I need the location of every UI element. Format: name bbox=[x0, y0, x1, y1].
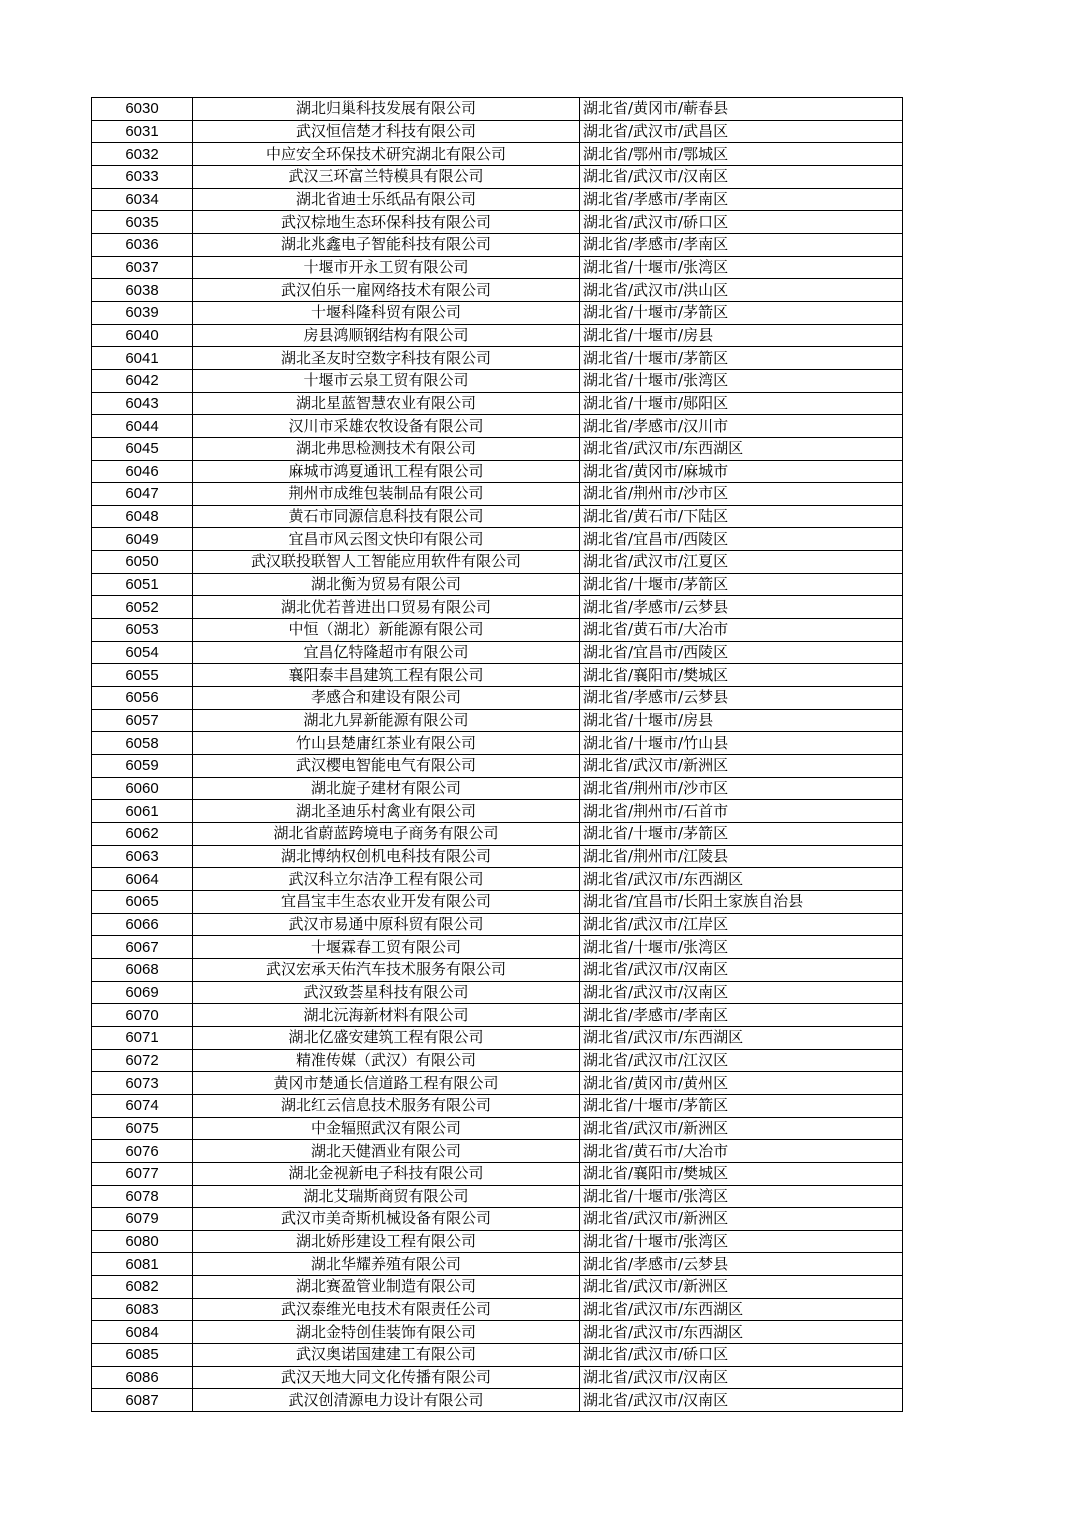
region-cell: 湖北省/孝感市/孝南区 bbox=[580, 1004, 903, 1027]
row-number-cell: 6069 bbox=[92, 981, 193, 1004]
company-name-cell: 武汉市易通中原科贸有限公司 bbox=[193, 913, 580, 936]
table-row bbox=[92, 437, 903, 460]
table-row bbox=[92, 324, 903, 347]
row-number-cell: 6030 bbox=[92, 98, 193, 121]
company-name-cell: 湖北星蓝智慧农业有限公司 bbox=[193, 392, 580, 415]
company-name-cell: 十堰霖春工贸有限公司 bbox=[193, 936, 580, 959]
table-row bbox=[92, 755, 903, 778]
table-row bbox=[92, 1321, 903, 1344]
table-row bbox=[92, 369, 903, 392]
company-name-cell: 十堰科隆科贸有限公司 bbox=[193, 301, 580, 324]
table-row bbox=[92, 1344, 903, 1367]
region-cell: 湖北省/黄冈市/黄州区 bbox=[580, 1072, 903, 1095]
region-cell: 湖北省/武汉市/硚口区 bbox=[580, 1344, 903, 1367]
region-cell: 湖北省/十堰市/张湾区 bbox=[580, 256, 903, 279]
row-number-cell: 6034 bbox=[92, 188, 193, 211]
company-name-cell: 湖北九昇新能源有限公司 bbox=[193, 709, 580, 732]
region-cell: 湖北省/武汉市/东西湖区 bbox=[580, 1026, 903, 1049]
company-name-cell: 孝感合和建设有限公司 bbox=[193, 687, 580, 710]
row-number-cell: 6078 bbox=[92, 1185, 193, 1208]
table-row bbox=[92, 505, 903, 528]
row-number-cell: 6063 bbox=[92, 845, 193, 868]
region-cell: 湖北省/十堰市/房县 bbox=[580, 709, 903, 732]
table-row bbox=[92, 347, 903, 370]
row-number-cell: 6057 bbox=[92, 709, 193, 732]
region-cell: 湖北省/孝感市/云梦县 bbox=[580, 1253, 903, 1276]
region-cell: 湖北省/黄石市/大冶市 bbox=[580, 619, 903, 642]
company-name-cell: 武汉天地大同文化传播有限公司 bbox=[193, 1366, 580, 1389]
table-row bbox=[92, 1162, 903, 1185]
region-cell: 湖北省/武汉市/汉南区 bbox=[580, 1366, 903, 1389]
row-number-cell: 6042 bbox=[92, 369, 193, 392]
region-cell: 湖北省/武汉市/江夏区 bbox=[580, 551, 903, 574]
row-number-cell: 6048 bbox=[92, 505, 193, 528]
table-row bbox=[92, 913, 903, 936]
row-number-cell: 6035 bbox=[92, 211, 193, 234]
company-name-cell: 湖北天健酒业有限公司 bbox=[193, 1140, 580, 1163]
company-name-cell: 湖北归巢科技发展有限公司 bbox=[193, 98, 580, 121]
company-name-cell: 黄石市同源信息科技有限公司 bbox=[193, 505, 580, 528]
region-cell: 湖北省/武汉市/江岸区 bbox=[580, 913, 903, 936]
region-cell: 湖北省/荆州市/石首市 bbox=[580, 800, 903, 823]
region-cell: 湖北省/荆州市/沙市区 bbox=[580, 777, 903, 800]
row-number-cell: 6045 bbox=[92, 437, 193, 460]
company-name-cell: 房县鸿顺钢结构有限公司 bbox=[193, 324, 580, 347]
row-number-cell: 6071 bbox=[92, 1026, 193, 1049]
table-row bbox=[92, 1230, 903, 1253]
table-row bbox=[92, 1276, 903, 1299]
table-row bbox=[92, 1004, 903, 1027]
company-name-cell: 十堰市开永工贸有限公司 bbox=[193, 256, 580, 279]
company-name-cell: 湖北衡为贸易有限公司 bbox=[193, 573, 580, 596]
row-number-cell: 6051 bbox=[92, 573, 193, 596]
table-row bbox=[92, 890, 903, 913]
region-cell: 湖北省/武汉市/硚口区 bbox=[580, 211, 903, 234]
region-cell: 湖北省/十堰市/张湾区 bbox=[580, 1185, 903, 1208]
table-row bbox=[92, 845, 903, 868]
region-cell: 湖北省/荆州市/江陵县 bbox=[580, 845, 903, 868]
region-cell: 湖北省/武汉市/东西湖区 bbox=[580, 1321, 903, 1344]
company-name-cell: 中金辐照武汉有限公司 bbox=[193, 1117, 580, 1140]
company-name-cell: 湖北博纳权创机电科技有限公司 bbox=[193, 845, 580, 868]
region-cell: 湖北省/十堰市/茅箭区 bbox=[580, 347, 903, 370]
table-row bbox=[92, 936, 903, 959]
row-number-cell: 6080 bbox=[92, 1230, 193, 1253]
table-row bbox=[92, 573, 903, 596]
row-number-cell: 6081 bbox=[92, 1253, 193, 1276]
company-name-cell: 汉川市采雄农牧设备有限公司 bbox=[193, 415, 580, 438]
table-row bbox=[92, 1298, 903, 1321]
table-row bbox=[92, 709, 903, 732]
table-row bbox=[92, 1026, 903, 1049]
company-name-cell: 十堰市云泉工贸有限公司 bbox=[193, 369, 580, 392]
row-number-cell: 6072 bbox=[92, 1049, 193, 1072]
company-name-cell: 湖北赛盈管业制造有限公司 bbox=[193, 1276, 580, 1299]
company-name-cell: 武汉市美奇斯机械设备有限公司 bbox=[193, 1208, 580, 1231]
company-name-cell: 武汉科立尔洁净工程有限公司 bbox=[193, 868, 580, 891]
row-number-cell: 6055 bbox=[92, 664, 193, 687]
table-row bbox=[92, 188, 903, 211]
company-name-cell: 湖北旋子建材有限公司 bbox=[193, 777, 580, 800]
row-number-cell: 6085 bbox=[92, 1344, 193, 1367]
table-row bbox=[92, 165, 903, 188]
table-row bbox=[92, 1117, 903, 1140]
region-cell: 湖北省/十堰市/张湾区 bbox=[580, 369, 903, 392]
company-name-cell: 湖北华耀养殖有限公司 bbox=[193, 1253, 580, 1276]
company-name-cell: 荆州市成维包装制品有限公司 bbox=[193, 483, 580, 506]
table-row bbox=[92, 211, 903, 234]
region-cell: 湖北省/宜昌市/长阳土家族自治县 bbox=[580, 890, 903, 913]
table-row bbox=[92, 279, 903, 302]
company-name-cell: 竹山县楚庸红茶业有限公司 bbox=[193, 732, 580, 755]
table-row bbox=[92, 1366, 903, 1389]
row-number-cell: 6061 bbox=[92, 800, 193, 823]
company-name-cell: 湖北金特创佳装饰有限公司 bbox=[193, 1321, 580, 1344]
region-cell: 湖北省/武汉市/汉南区 bbox=[580, 1389, 903, 1412]
row-number-cell: 6066 bbox=[92, 913, 193, 936]
row-number-cell: 6058 bbox=[92, 732, 193, 755]
company-name-cell: 武汉致荟星科技有限公司 bbox=[193, 981, 580, 1004]
region-cell: 湖北省/黄冈市/蕲春县 bbox=[580, 98, 903, 121]
table-row bbox=[92, 1185, 903, 1208]
row-number-cell: 6049 bbox=[92, 528, 193, 551]
region-cell: 湖北省/十堰市/竹山县 bbox=[580, 732, 903, 755]
table-row bbox=[92, 301, 903, 324]
region-cell: 湖北省/十堰市/茅箭区 bbox=[580, 1094, 903, 1117]
region-cell: 湖北省/十堰市/房县 bbox=[580, 324, 903, 347]
table-row bbox=[92, 641, 903, 664]
table-row bbox=[92, 619, 903, 642]
company-name-cell: 湖北沅海新材料有限公司 bbox=[193, 1004, 580, 1027]
company-name-cell: 湖北娇彤建设工程有限公司 bbox=[193, 1230, 580, 1253]
region-cell: 湖北省/黄冈市/麻城市 bbox=[580, 460, 903, 483]
region-cell: 湖北省/十堰市/张湾区 bbox=[580, 1230, 903, 1253]
company-name-cell: 湖北红云信息技术服务有限公司 bbox=[193, 1094, 580, 1117]
company-name-cell: 精准传媒（武汉）有限公司 bbox=[193, 1049, 580, 1072]
row-number-cell: 6074 bbox=[92, 1094, 193, 1117]
table-row bbox=[92, 777, 903, 800]
table-row bbox=[92, 687, 903, 710]
region-cell: 湖北省/孝感市/汉川市 bbox=[580, 415, 903, 438]
company-name-cell: 武汉联投联智人工智能应用软件有限公司 bbox=[193, 551, 580, 574]
table-row bbox=[92, 596, 903, 619]
company-name-cell: 湖北弗思检测技术有限公司 bbox=[193, 437, 580, 460]
row-number-cell: 6046 bbox=[92, 460, 193, 483]
region-cell: 湖北省/十堰市/茅箭区 bbox=[580, 301, 903, 324]
region-cell: 湖北省/宜昌市/西陵区 bbox=[580, 528, 903, 551]
row-number-cell: 6068 bbox=[92, 958, 193, 981]
company-name-cell: 武汉三环富兰特模具有限公司 bbox=[193, 165, 580, 188]
company-name-cell: 湖北亿盛安建筑工程有限公司 bbox=[193, 1026, 580, 1049]
region-cell: 湖北省/武汉市/新洲区 bbox=[580, 1276, 903, 1299]
row-number-cell: 6056 bbox=[92, 687, 193, 710]
row-number-cell: 6047 bbox=[92, 483, 193, 506]
region-cell: 湖北省/武汉市/新洲区 bbox=[580, 755, 903, 778]
region-cell: 湖北省/襄阳市/樊城区 bbox=[580, 664, 903, 687]
row-number-cell: 6070 bbox=[92, 1004, 193, 1027]
company-name-cell: 武汉伯乐一雇网络技术有限公司 bbox=[193, 279, 580, 302]
row-number-cell: 6044 bbox=[92, 415, 193, 438]
company-name-cell: 武汉棕地生态环保科技有限公司 bbox=[193, 211, 580, 234]
row-number-cell: 6087 bbox=[92, 1389, 193, 1412]
table-row bbox=[92, 483, 903, 506]
table-row bbox=[92, 800, 903, 823]
table-row bbox=[92, 823, 903, 846]
region-cell: 湖北省/十堰市/郧阳区 bbox=[580, 392, 903, 415]
company-name-cell: 湖北优若普进出口贸易有限公司 bbox=[193, 596, 580, 619]
region-cell: 湖北省/武汉市/东西湖区 bbox=[580, 868, 903, 891]
region-cell: 湖北省/十堰市/张湾区 bbox=[580, 936, 903, 959]
table-row bbox=[92, 551, 903, 574]
region-cell: 湖北省/孝感市/孝南区 bbox=[580, 233, 903, 256]
company-name-cell: 湖北艾瑞斯商贸有限公司 bbox=[193, 1185, 580, 1208]
row-number-cell: 6039 bbox=[92, 301, 193, 324]
region-cell: 湖北省/黄石市/下陆区 bbox=[580, 505, 903, 528]
company-name-cell: 湖北金视新电子科技有限公司 bbox=[193, 1162, 580, 1185]
company-name-cell: 宜昌市风云图文快印有限公司 bbox=[193, 528, 580, 551]
company-name-cell: 武汉奥诺国建建工有限公司 bbox=[193, 1344, 580, 1367]
table-row bbox=[92, 143, 903, 166]
company-name-cell: 武汉宏承天佑汽车技术服务有限公司 bbox=[193, 958, 580, 981]
company-name-cell: 湖北省迪士乐纸品有限公司 bbox=[193, 188, 580, 211]
row-number-cell: 6036 bbox=[92, 233, 193, 256]
table-row bbox=[92, 1253, 903, 1276]
company-name-cell: 宜昌亿特隆超市有限公司 bbox=[193, 641, 580, 664]
row-number-cell: 6040 bbox=[92, 324, 193, 347]
table-row bbox=[92, 1072, 903, 1095]
row-number-cell: 6053 bbox=[92, 619, 193, 642]
company-name-cell: 中恒（湖北）新能源有限公司 bbox=[193, 619, 580, 642]
company-name-cell: 湖北圣友时空数字科技有限公司 bbox=[193, 347, 580, 370]
region-cell: 湖北省/襄阳市/樊城区 bbox=[580, 1162, 903, 1185]
region-cell: 湖北省/武汉市/新洲区 bbox=[580, 1208, 903, 1231]
row-number-cell: 6067 bbox=[92, 936, 193, 959]
row-number-cell: 6065 bbox=[92, 890, 193, 913]
region-cell: 湖北省/宜昌市/西陵区 bbox=[580, 641, 903, 664]
company-name-cell: 湖北圣迪乐村禽业有限公司 bbox=[193, 800, 580, 823]
row-number-cell: 6041 bbox=[92, 347, 193, 370]
table-row bbox=[92, 958, 903, 981]
region-cell: 湖北省/武汉市/东西湖区 bbox=[580, 437, 903, 460]
table-row bbox=[92, 868, 903, 891]
company-name-cell: 湖北兆鑫电子智能科技有限公司 bbox=[193, 233, 580, 256]
company-name-cell: 黄冈市楚通长信道路工程有限公司 bbox=[193, 1072, 580, 1095]
company-name-cell: 武汉创清源电力设计有限公司 bbox=[193, 1389, 580, 1412]
row-number-cell: 6073 bbox=[92, 1072, 193, 1095]
row-number-cell: 6032 bbox=[92, 143, 193, 166]
row-number-cell: 6075 bbox=[92, 1117, 193, 1140]
company-name-cell: 麻城市鸿夏通讯工程有限公司 bbox=[193, 460, 580, 483]
table-row bbox=[92, 233, 903, 256]
company-name-cell: 武汉泰维光电技术有限责任公司 bbox=[193, 1298, 580, 1321]
table-row bbox=[92, 981, 903, 1004]
company-name-cell: 武汉恒信楚才科技有限公司 bbox=[193, 120, 580, 143]
company-name-cell: 襄阳泰丰昌建筑工程有限公司 bbox=[193, 664, 580, 687]
row-number-cell: 6083 bbox=[92, 1298, 193, 1321]
row-number-cell: 6062 bbox=[92, 823, 193, 846]
region-cell: 湖北省/孝感市/孝南区 bbox=[580, 188, 903, 211]
row-number-cell: 6050 bbox=[92, 551, 193, 574]
region-cell: 湖北省/武汉市/武昌区 bbox=[580, 120, 903, 143]
table-row bbox=[92, 1049, 903, 1072]
row-number-cell: 6086 bbox=[92, 1366, 193, 1389]
row-number-cell: 6031 bbox=[92, 120, 193, 143]
company-name-cell: 宜昌宝丰生态农业开发有限公司 bbox=[193, 890, 580, 913]
company-list-table bbox=[91, 97, 903, 1412]
region-cell: 湖北省/荆州市/沙市区 bbox=[580, 483, 903, 506]
region-cell: 湖北省/黄石市/大冶市 bbox=[580, 1140, 903, 1163]
region-cell: 湖北省/孝感市/云梦县 bbox=[580, 596, 903, 619]
row-number-cell: 6054 bbox=[92, 641, 193, 664]
table-row bbox=[92, 1389, 903, 1412]
table-row bbox=[92, 1208, 903, 1231]
region-cell: 湖北省/武汉市/洪山区 bbox=[580, 279, 903, 302]
company-name-cell: 武汉樱电智能电气有限公司 bbox=[193, 755, 580, 778]
table-row bbox=[92, 256, 903, 279]
table-row bbox=[92, 528, 903, 551]
region-cell: 湖北省/武汉市/东西湖区 bbox=[580, 1298, 903, 1321]
table-row bbox=[92, 664, 903, 687]
region-cell: 湖北省/武汉市/汉南区 bbox=[580, 165, 903, 188]
region-cell: 湖北省/十堰市/茅箭区 bbox=[580, 823, 903, 846]
row-number-cell: 6076 bbox=[92, 1140, 193, 1163]
region-cell: 湖北省/孝感市/云梦县 bbox=[580, 687, 903, 710]
row-number-cell: 6052 bbox=[92, 596, 193, 619]
row-number-cell: 6060 bbox=[92, 777, 193, 800]
table-row bbox=[92, 98, 903, 121]
region-cell: 湖北省/鄂州市/鄂城区 bbox=[580, 143, 903, 166]
company-name-cell: 中应安全环保技术研究湖北有限公司 bbox=[193, 143, 580, 166]
region-cell: 湖北省/武汉市/新洲区 bbox=[580, 1117, 903, 1140]
table-row bbox=[92, 415, 903, 438]
table-row bbox=[92, 392, 903, 415]
row-number-cell: 6084 bbox=[92, 1321, 193, 1344]
table-row bbox=[92, 120, 903, 143]
row-number-cell: 6059 bbox=[92, 755, 193, 778]
row-number-cell: 6033 bbox=[92, 165, 193, 188]
row-number-cell: 6043 bbox=[92, 392, 193, 415]
table-row bbox=[92, 1140, 903, 1163]
table-body bbox=[92, 98, 903, 1412]
row-number-cell: 6038 bbox=[92, 279, 193, 302]
table-row bbox=[92, 460, 903, 483]
table-row bbox=[92, 1094, 903, 1117]
company-name-cell: 湖北省蔚蓝跨境电子商务有限公司 bbox=[193, 823, 580, 846]
row-number-cell: 6079 bbox=[92, 1208, 193, 1231]
region-cell: 湖北省/武汉市/汉南区 bbox=[580, 958, 903, 981]
region-cell: 湖北省/武汉市/汉南区 bbox=[580, 981, 903, 1004]
region-cell: 湖北省/武汉市/江汉区 bbox=[580, 1049, 903, 1072]
table-row bbox=[92, 732, 903, 755]
row-number-cell: 6082 bbox=[92, 1276, 193, 1299]
row-number-cell: 6064 bbox=[92, 868, 193, 891]
row-number-cell: 6037 bbox=[92, 256, 193, 279]
region-cell: 湖北省/十堰市/茅箭区 bbox=[580, 573, 903, 596]
row-number-cell: 6077 bbox=[92, 1162, 193, 1185]
